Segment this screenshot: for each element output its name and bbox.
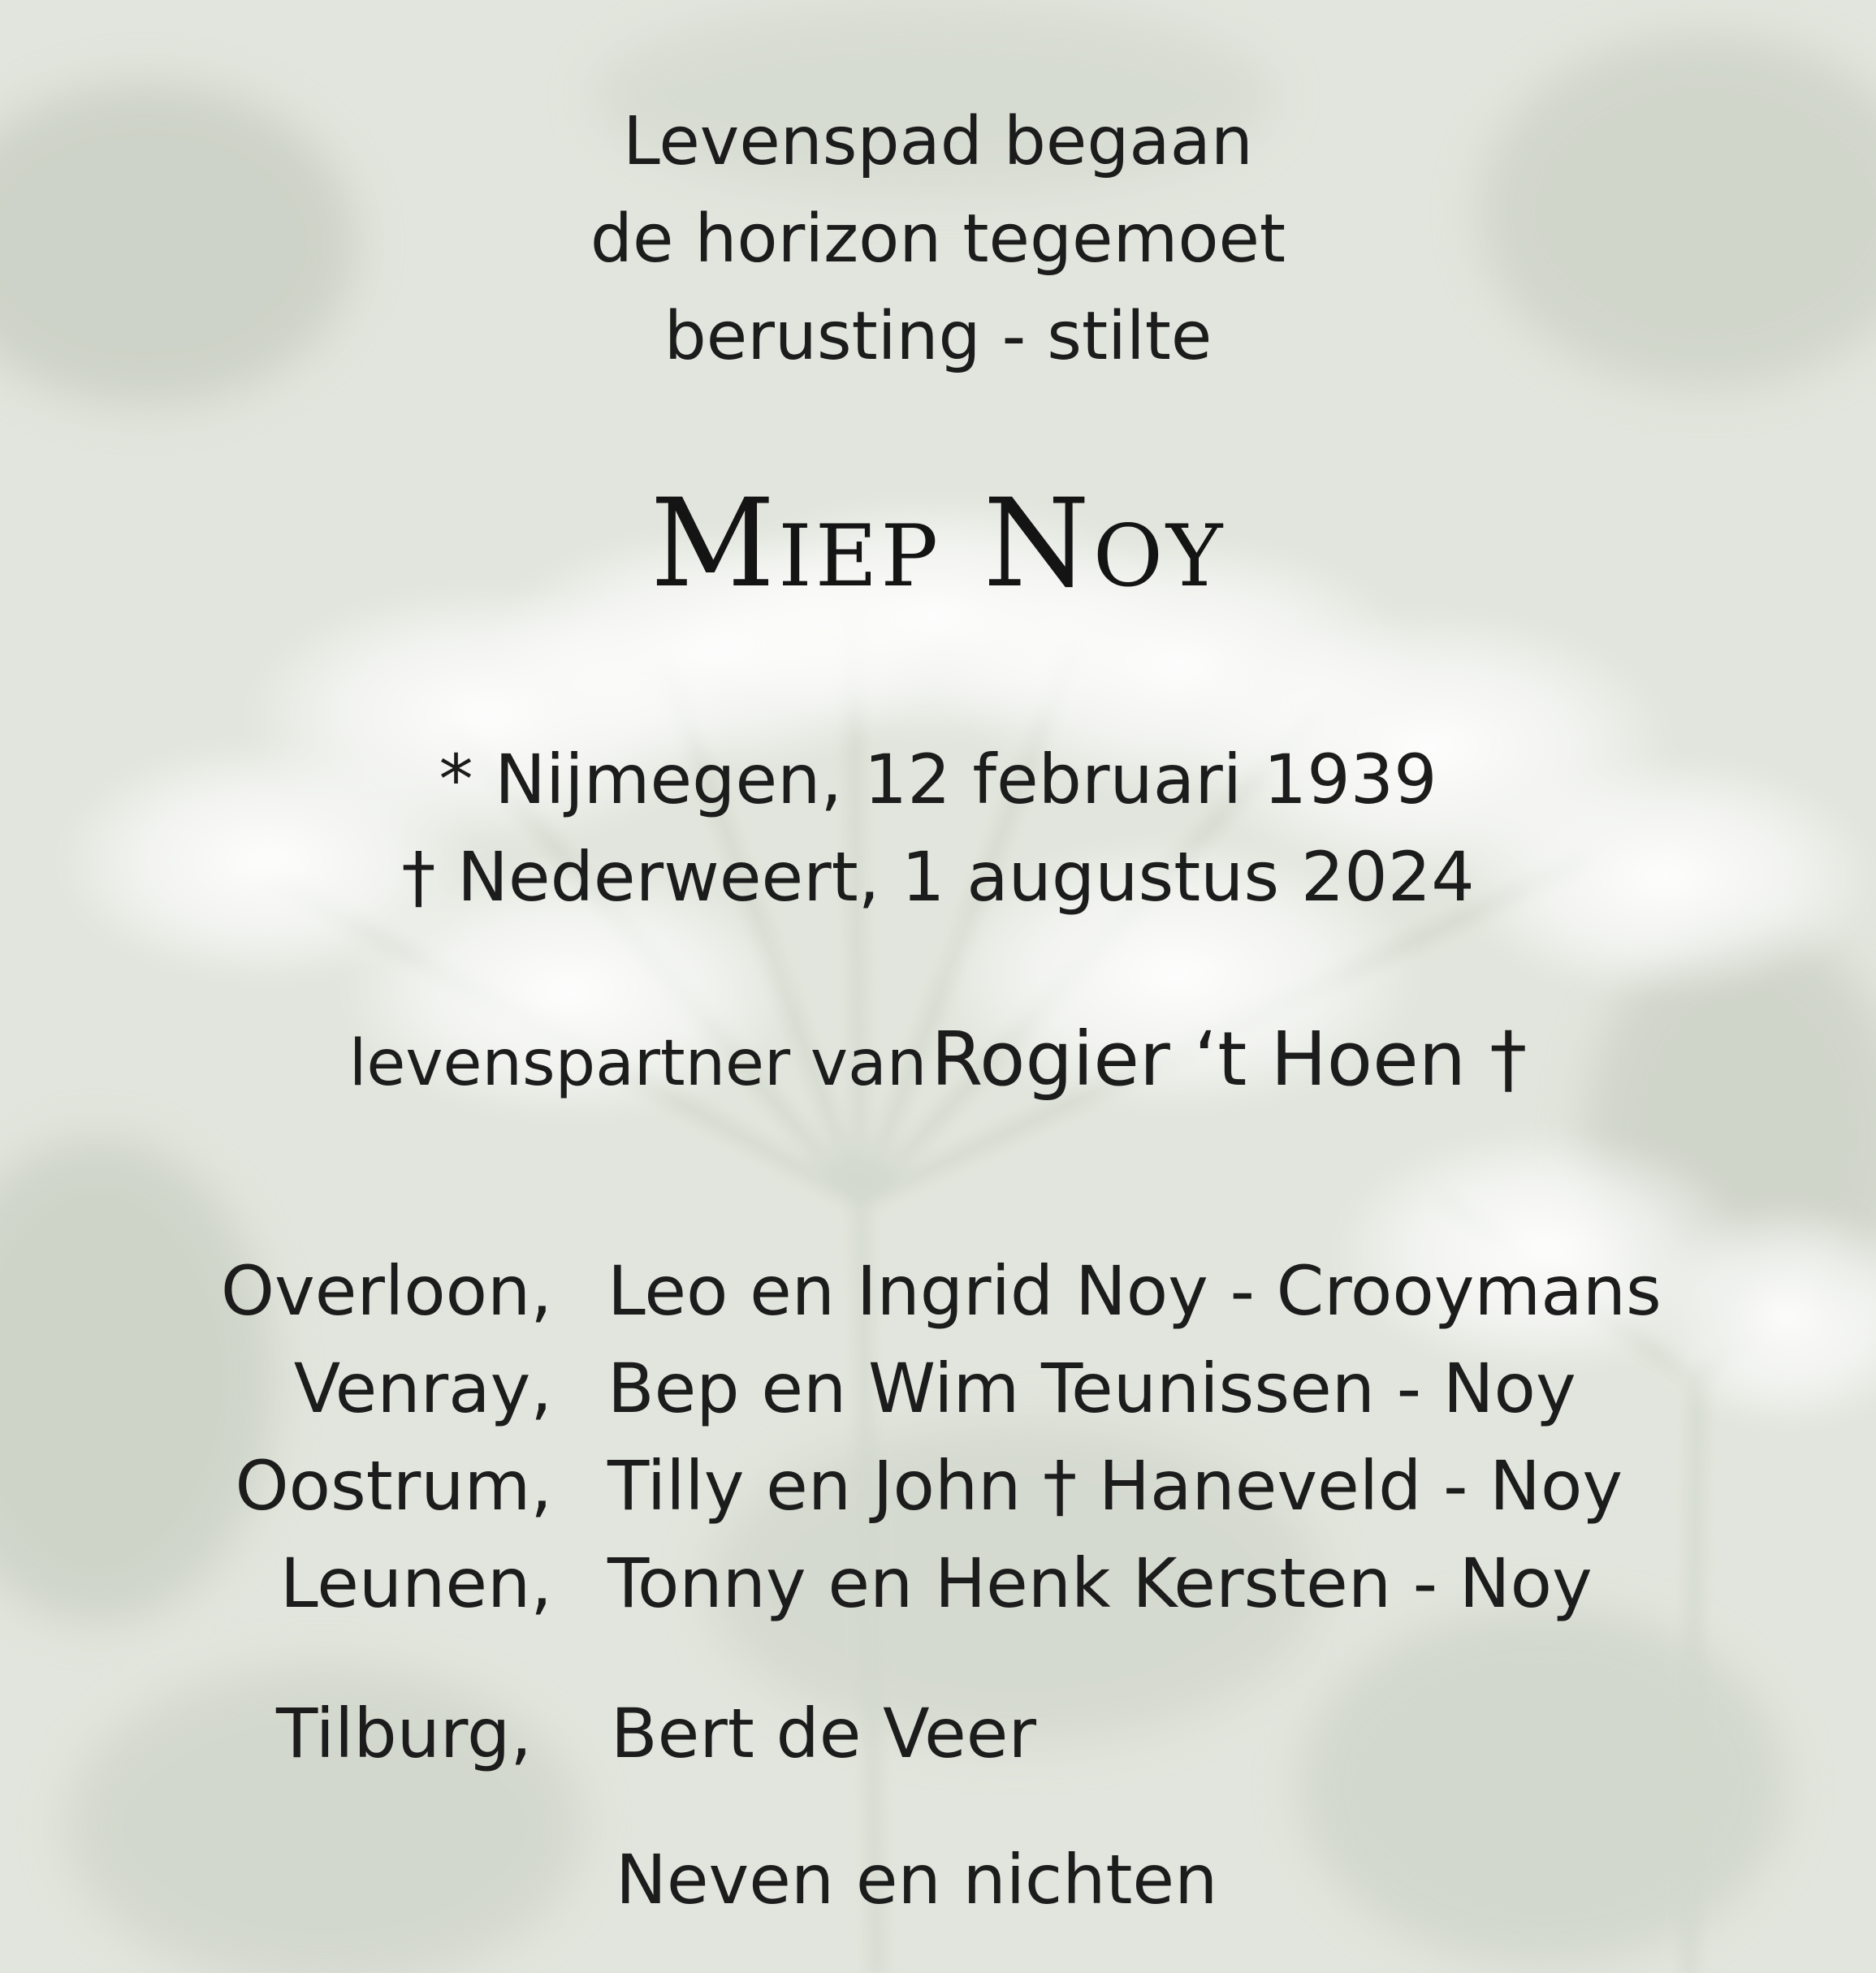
partner-line [0,1015,1876,1125]
birth-line: * Nijmegen, 12 februari 1939 [439,740,1437,819]
family-names: Tilly en John † Haneveld - Noy [607,1446,1623,1526]
poem-line-2: de horizon tegemoet [590,201,1286,278]
family-place: Leunen, [279,1543,552,1623]
family-place: Oostrum, [235,1446,552,1526]
family-place: Overloon, [220,1251,552,1331]
poem-line-3: berusting - stilte [664,298,1212,375]
deceased-name: Miep Noy [650,473,1226,615]
partner-prefix: levenspartner van [348,1027,927,1100]
family-place: Tilburg, [275,1694,532,1773]
partner-name: Rogier ‘t Hoen † [931,1016,1528,1103]
family-names: Bep en Wim Teunissen - Noy [607,1349,1576,1428]
family-place: Venray, [293,1349,552,1428]
family-names: Leo en Ingrid Noy - Crooymans [607,1251,1662,1331]
closing-line: Neven en nichten [616,1840,1218,1919]
family-names: Tonny en Henk Kersten - Noy [607,1543,1593,1623]
family-names: Bert de Veer [611,1694,1037,1773]
death-line: † Nederweert, 1 augustus 2024 [401,837,1475,917]
poem-line-1: Levenspad begaan [623,103,1253,180]
